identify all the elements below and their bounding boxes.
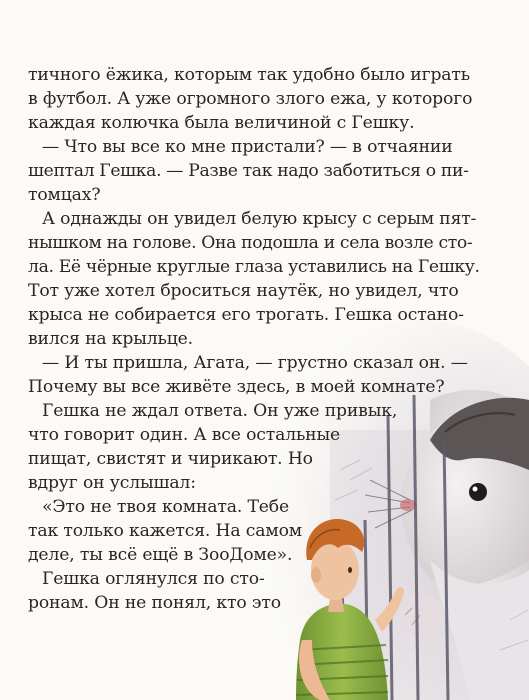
text-line: ронам. Он не понял, кто это xyxy=(28,593,281,613)
text-line: Тот уже хотел броситься наутёк, но увидел, что xyxy=(28,281,459,301)
text-line: деле, ты всё ещё в ЗооДоме». xyxy=(28,545,293,565)
text-line: Гешка не ждал ответа. Он уже привык, xyxy=(42,401,398,421)
text-line: что говорит один. А все остальные xyxy=(28,425,341,445)
text-line: — Что вы все ко мне пристали? — в отчаянии xyxy=(42,137,453,157)
text-line: вился на крыльце. xyxy=(28,329,193,349)
text-line: томцах? xyxy=(28,185,101,205)
text-line: крыса не собирается его трогать. Гешка остано- xyxy=(28,305,464,325)
text-line: тичного ёжика, которым так удобно было играть xyxy=(28,65,470,85)
text-line: каждая колючка была величиной с Гешку. xyxy=(28,113,415,133)
text-line: — И ты пришла, Агата, — грустно сказал он. — xyxy=(42,353,468,373)
text-line: так только кажется. На самом xyxy=(28,521,302,541)
text-line: пищат, свистят и чирикают. Но xyxy=(28,449,313,469)
text-line: Почему вы все живёте здесь, в моей комнате? xyxy=(28,377,445,397)
text-line: в футбол. А уже огромного злого ежа, у которого xyxy=(28,89,473,109)
text-line: «Это не твоя комната. Тебе xyxy=(42,497,290,517)
text-line: нышком на голове. Она подошла и села возле сто- xyxy=(28,233,473,253)
text-line: шептал Гешка. — Разве так надо заботиться о пи- xyxy=(28,161,469,181)
text-line: Гешка оглянулся по сто- xyxy=(42,569,265,589)
text-line: вдруг он услышал: xyxy=(28,473,196,493)
text-line: ла. Её чёрные круглые глаза уставились на Гешку. xyxy=(28,257,480,277)
text-line: А однажды он увидел белую крысу с серым пят- xyxy=(42,209,477,229)
